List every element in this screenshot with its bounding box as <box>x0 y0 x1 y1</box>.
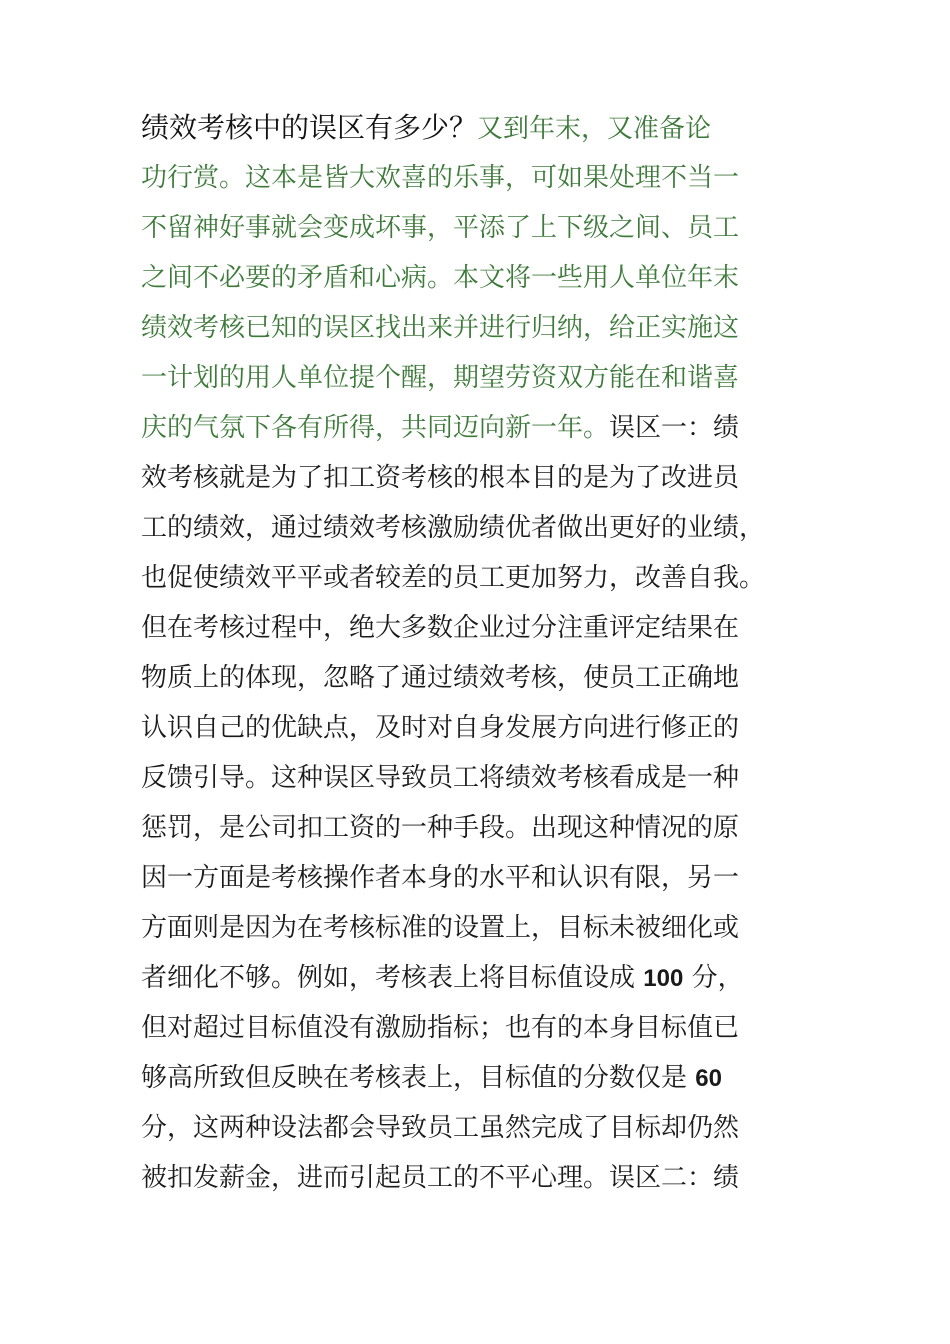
intro-text: 又到年末，又准备论 <box>477 114 712 144</box>
line-8: 效考核就是为了扣工资考核的根本目的是为了改进员 <box>141 463 740 493</box>
line-13: 认识自己的优缺点，及时对自身发展方向进行修正的 <box>141 713 740 743</box>
line-text: 者细化不够。例如，考核表上将目标值设成 <box>141 963 644 993</box>
document-title: 绩效考核中的误区有多少？ <box>141 111 478 144</box>
line-2: 功行赏。这本是皆大欢喜的乐事，可如果处理不当一 <box>141 163 740 193</box>
line-19: 但对超过目标值没有激励指标；也有的本身目标值已 <box>141 1013 740 1043</box>
line-9: 工的绩效，通过绩效考核激励绩优者做出更好的业绩， <box>141 513 766 543</box>
line-6: 一计划的用人单位提个醒，期望劳资双方能在和谐喜 <box>141 363 740 393</box>
line-text: 够高所致但反映在考核表上，目标值的分数仅是 <box>141 1063 696 1093</box>
line-20 <box>141 1053 821 1103</box>
section-heading-1: 误区一：绩 <box>609 413 740 443</box>
line-17: 方面则是因为在考核标准的设置上，目标未被细化或 <box>141 913 740 943</box>
line-5: 绩效考核已知的误区找出来并进行归纳，给正实施这 <box>141 313 740 343</box>
line-4: 之间不必要的矛盾和心病。本文将一些用人单位年末 <box>141 263 740 293</box>
line-15: 惩罚，是公司扣工资的一种手段。出现这种情况的原 <box>141 813 740 843</box>
line-3: 不留神好事就会变成坏事，平添了上下级之间、员工 <box>141 213 740 243</box>
line-16: 因一方面是考核操作者本身的水平和认识有限，另一 <box>141 863 740 893</box>
number-value: 60 <box>695 1065 722 1092</box>
line-11: 但在考核过程中，绝大多数企业过分注重评定结果在 <box>141 613 740 643</box>
number-value: 100 <box>643 965 684 992</box>
line-10: 也促使绩效平平或者较差的员工更加努力，改善自我。 <box>141 563 766 593</box>
line-18 <box>141 953 821 1003</box>
line-12: 物质上的体现，忽略了通过绩效考核，使员工正确地 <box>141 663 740 693</box>
line-21: 分，这两种设法都会导致员工虽然完成了目标却仍然 <box>141 1113 740 1143</box>
line-14: 反馈引导。这种误区导致员工将绩效考核看成是一种 <box>141 763 740 793</box>
document-page <box>141 103 821 1203</box>
line-1 <box>141 103 821 153</box>
intro-text: 庆的气氛下各有所得，共同迈向新一年。 <box>141 413 610 443</box>
line-22: 被扣发薪金，进而引起员工的不平心理。误区二：绩 <box>141 1163 740 1193</box>
line-text: 分， <box>683 963 744 993</box>
line-7 <box>141 403 821 453</box>
